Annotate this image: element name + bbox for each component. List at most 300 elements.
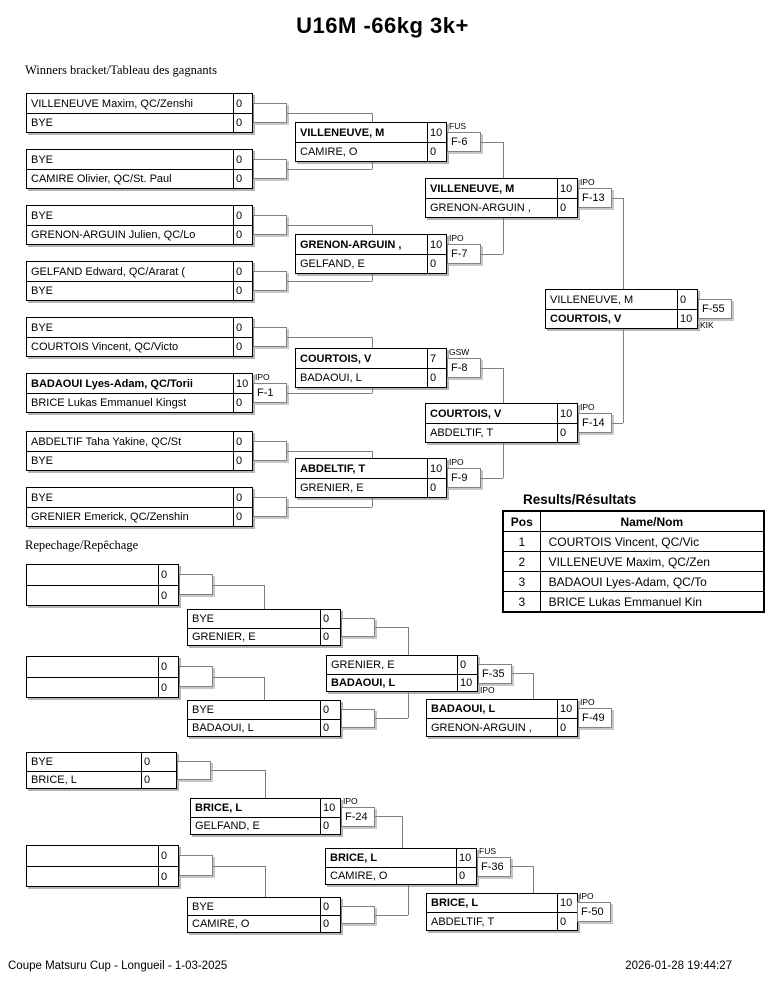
match-number-box: F-24 bbox=[341, 807, 375, 827]
competitor-name: VILLENEUVE, M bbox=[300, 126, 385, 139]
competitor-name: GELFAND Edward, QC/Ararat ( bbox=[31, 265, 186, 278]
competitor-name: VILLENEUVE, M bbox=[430, 182, 515, 195]
competitor-row bbox=[426, 179, 577, 198]
score-cell: 0 bbox=[233, 432, 252, 451]
score-cell: 0 bbox=[557, 199, 577, 217]
score-cell: 0 bbox=[233, 150, 252, 169]
bracket-line bbox=[612, 423, 623, 424]
match-number-box: F-7 bbox=[447, 244, 481, 264]
match-number-box: F-49 bbox=[578, 708, 612, 728]
score-cell: 0 bbox=[456, 868, 476, 885]
match-box bbox=[26, 373, 253, 413]
competitor-row bbox=[27, 565, 178, 585]
bracket-line bbox=[503, 368, 504, 403]
match-number-box: F-8 bbox=[447, 358, 481, 378]
bracket-line bbox=[287, 281, 372, 282]
match-box bbox=[326, 655, 478, 692]
result-name: VILLENEUVE Maxim, QC/Zen bbox=[540, 552, 764, 572]
competitor-row bbox=[27, 451, 252, 470]
match-number-box: F-55 bbox=[698, 299, 732, 319]
score-cell: 10 bbox=[233, 374, 252, 393]
score-cell: 0 bbox=[158, 657, 178, 677]
bracket-line bbox=[287, 393, 372, 394]
bracket-line bbox=[623, 329, 624, 423]
competitor-row bbox=[27, 488, 252, 507]
bracket-connector bbox=[179, 666, 213, 687]
score-cell: 10 bbox=[427, 459, 446, 478]
bracket-connector bbox=[253, 441, 287, 461]
score-cell: 0 bbox=[427, 479, 446, 497]
bracket-line bbox=[533, 673, 534, 699]
score-cell: 0 bbox=[233, 394, 252, 412]
match-result-type: IPO bbox=[580, 177, 595, 187]
bracket-line bbox=[372, 162, 373, 169]
competitor-name: ABDELTIF, T bbox=[300, 462, 366, 475]
competitor-name: CAMIRE, O bbox=[330, 869, 388, 882]
competitor-name: GRENON-ARGUIN , bbox=[300, 238, 402, 251]
score-cell: 0 bbox=[427, 143, 446, 161]
match-box bbox=[26, 149, 253, 189]
score-cell: 0 bbox=[233, 282, 252, 300]
competitor-name: ABDELTIF Taha Yakine, QC/St bbox=[31, 435, 182, 448]
bracket-line bbox=[211, 770, 265, 771]
competitor-name: CAMIRE, O bbox=[300, 146, 358, 158]
bracket-connector bbox=[179, 574, 213, 595]
competitor-row bbox=[327, 674, 477, 692]
bracket-line bbox=[408, 885, 409, 915]
competitor-name: GRENON-ARGUIN Julien, QC/Lo bbox=[31, 229, 196, 241]
match-result-type: GSW bbox=[449, 347, 470, 357]
result-name: COURTOIS Vincent, QC/Vic bbox=[540, 532, 764, 552]
score-cell: 10 bbox=[457, 675, 477, 692]
match-result-type: IPO bbox=[343, 796, 358, 806]
result-pos: 1 bbox=[503, 532, 540, 552]
score-cell: 0 bbox=[320, 720, 340, 737]
competitor-row bbox=[27, 262, 252, 281]
competitor-row bbox=[296, 142, 446, 161]
score-cell: 10 bbox=[557, 700, 577, 718]
score-cell: 0 bbox=[320, 916, 340, 932]
competitor-name: BRICE Lukas Emmanuel Kingst bbox=[31, 397, 187, 409]
competitor-name: BYE bbox=[31, 455, 54, 467]
competitor-row bbox=[27, 169, 252, 188]
competitor-row bbox=[426, 404, 577, 423]
competitor-row bbox=[296, 235, 446, 254]
match-box bbox=[295, 234, 447, 274]
match-box bbox=[425, 403, 578, 443]
competitor-row bbox=[326, 849, 476, 867]
competitor-name: CAMIRE, O bbox=[192, 918, 250, 930]
results-header-pos: Pos bbox=[503, 511, 540, 532]
score-cell: 0 bbox=[141, 753, 176, 771]
competitor-row bbox=[27, 374, 252, 393]
competitor-row bbox=[326, 867, 476, 885]
match-result-type: IPO bbox=[580, 402, 595, 412]
match-number-box: F-9 bbox=[447, 468, 481, 488]
competitor-name: BYE bbox=[31, 321, 54, 334]
results-header-row bbox=[503, 511, 764, 532]
score-cell: 0 bbox=[233, 206, 252, 225]
score-cell: 0 bbox=[233, 262, 252, 281]
score-cell: 0 bbox=[233, 114, 252, 132]
score-cell: 0 bbox=[557, 424, 577, 442]
winners-bracket-heading: Winners bracket/Tableau des gagnants bbox=[25, 63, 217, 77]
bracket-line bbox=[375, 718, 408, 719]
competitor-name: CAMIRE Olivier, QC/St. Paul bbox=[31, 173, 172, 185]
competitor-name: GELFAND, E bbox=[195, 819, 260, 832]
competitor-row bbox=[27, 113, 252, 132]
competitor-row bbox=[427, 912, 577, 930]
competitor-name: COURTOIS, V bbox=[550, 313, 622, 325]
score-cell: 0 bbox=[233, 94, 252, 113]
competitor-row bbox=[427, 894, 577, 912]
score-cell: 10 bbox=[677, 310, 697, 328]
competitor-row bbox=[27, 337, 252, 356]
competitor-row bbox=[296, 349, 446, 368]
bracket-line bbox=[375, 627, 408, 628]
score-cell: 0 bbox=[158, 678, 178, 697]
score-cell: 0 bbox=[320, 701, 340, 719]
bracket-line bbox=[402, 816, 403, 848]
score-cell: 7 bbox=[427, 349, 446, 368]
bracket-line bbox=[372, 388, 373, 393]
match-result-type: IPO bbox=[255, 372, 270, 382]
score-cell: 0 bbox=[233, 488, 252, 507]
tournament-footer: Coupe Matsuru Cup - Longueil - 1-03-2025 bbox=[8, 960, 228, 972]
match-result-type: IPO bbox=[449, 233, 464, 243]
table-row bbox=[503, 572, 764, 592]
bracket-connector bbox=[253, 215, 287, 235]
score-cell: 10 bbox=[320, 799, 340, 817]
competitor-name bbox=[27, 678, 158, 697]
score-cell: 10 bbox=[557, 894, 577, 912]
bracket-line bbox=[612, 198, 623, 199]
bracket-line bbox=[511, 866, 533, 867]
results-table bbox=[502, 510, 765, 613]
competitor-row bbox=[296, 123, 446, 142]
score-cell: 0 bbox=[320, 629, 340, 646]
competitor-row bbox=[188, 610, 340, 628]
score-cell: 10 bbox=[456, 849, 476, 867]
score-cell: 0 bbox=[233, 338, 252, 356]
bracket-connector bbox=[179, 855, 213, 876]
score-cell: 0 bbox=[320, 898, 340, 915]
competitor-row bbox=[296, 368, 446, 387]
result-pos: 2 bbox=[503, 552, 540, 572]
competitor-name: BRICE, L bbox=[330, 851, 378, 864]
results-header-name: Name/Nom bbox=[540, 511, 764, 532]
bracket-connector bbox=[341, 709, 375, 728]
competitor-row bbox=[27, 866, 178, 886]
match-result-type: IPO bbox=[579, 891, 594, 901]
bracket-line bbox=[287, 169, 372, 170]
competitor-name: ABDELTIF, T bbox=[430, 427, 494, 439]
bracket-line bbox=[287, 225, 372, 226]
match-box bbox=[26, 564, 179, 606]
competitor-name: ABDELTIF, T bbox=[431, 915, 495, 928]
competitor-row bbox=[188, 898, 340, 915]
bracket-line bbox=[287, 113, 372, 114]
timestamp: 2026-01-28 19:44:27 bbox=[625, 960, 732, 972]
results-table-container bbox=[502, 510, 765, 613]
competitor-name: GRENON-ARGUIN , bbox=[430, 202, 531, 214]
competitor-row bbox=[296, 254, 446, 273]
competitor-name: BYE bbox=[192, 900, 215, 913]
competitor-name: BADAOUI, L bbox=[300, 372, 362, 384]
result-name: BRICE Lukas Emmanuel Kin bbox=[540, 592, 764, 613]
competitor-name: GRENIER Emerick, QC/Zenshin bbox=[31, 511, 189, 523]
competitor-row bbox=[27, 318, 252, 337]
competitor-name bbox=[27, 867, 158, 886]
competitor-name: BRICE, L bbox=[31, 773, 77, 786]
score-cell: 0 bbox=[427, 255, 446, 273]
competitor-row bbox=[27, 585, 178, 605]
score-cell: 0 bbox=[557, 719, 577, 736]
competitor-row bbox=[427, 700, 577, 718]
score-cell: 10 bbox=[557, 179, 577, 198]
match-box bbox=[426, 893, 578, 931]
match-box bbox=[26, 317, 253, 357]
match-number-box: F-1 bbox=[253, 383, 287, 403]
bracket-connector bbox=[341, 906, 375, 924]
competitor-row bbox=[27, 771, 176, 789]
bracket-line bbox=[623, 198, 624, 289]
competitor-row bbox=[327, 656, 477, 674]
match-box bbox=[26, 93, 253, 133]
table-row bbox=[503, 552, 764, 572]
match-number-box: F-50 bbox=[577, 902, 611, 922]
match-box bbox=[295, 348, 447, 388]
match-number-box: F-14 bbox=[578, 413, 612, 433]
competitor-name bbox=[27, 586, 158, 605]
competitor-name: GRENON-ARGUIN , bbox=[431, 721, 532, 734]
bracket-connector bbox=[253, 497, 287, 517]
match-number-box: F-35 bbox=[478, 664, 512, 684]
table-row bbox=[503, 532, 764, 552]
bracket-line bbox=[503, 218, 504, 254]
match-box bbox=[26, 752, 177, 789]
match-box bbox=[325, 848, 477, 885]
competitor-row bbox=[27, 225, 252, 244]
bracket-line bbox=[372, 225, 373, 234]
match-result-type: IPO bbox=[480, 685, 495, 695]
bracket-line bbox=[481, 142, 503, 143]
bracket-line bbox=[503, 443, 504, 478]
competitor-row bbox=[296, 459, 446, 478]
score-cell: 0 bbox=[158, 586, 178, 605]
competitor-row bbox=[27, 432, 252, 451]
competitor-name: BYE bbox=[31, 117, 54, 129]
competitor-name: BYE bbox=[31, 491, 54, 504]
match-result-type: KIK bbox=[700, 320, 714, 330]
competitor-row bbox=[27, 281, 252, 300]
bracket-line bbox=[372, 113, 373, 122]
competitor-row bbox=[27, 657, 178, 677]
bracket-line bbox=[372, 451, 373, 458]
score-cell: 0 bbox=[158, 565, 178, 585]
bracket-line bbox=[481, 478, 503, 479]
results-title: Results/Résultats bbox=[523, 492, 637, 507]
result-pos: 3 bbox=[503, 592, 540, 613]
score-cell: 0 bbox=[233, 452, 252, 470]
match-box bbox=[187, 609, 341, 646]
competitor-name: GRENIER, E bbox=[300, 482, 364, 494]
bracket-line bbox=[512, 673, 533, 674]
score-cell: 10 bbox=[427, 123, 446, 142]
competitor-row bbox=[188, 628, 340, 646]
competitor-row bbox=[296, 478, 446, 497]
match-box bbox=[26, 431, 253, 471]
bracket-line bbox=[408, 692, 409, 718]
competitor-row bbox=[191, 817, 340, 835]
competitor-name: BYE bbox=[192, 703, 215, 716]
bracket-line bbox=[213, 866, 265, 867]
bracket-connector bbox=[253, 159, 287, 179]
competitor-name bbox=[27, 846, 158, 866]
competitor-name bbox=[27, 565, 158, 585]
competitor-row bbox=[27, 677, 178, 697]
competitor-name: GELFAND, E bbox=[300, 258, 365, 270]
match-box bbox=[187, 700, 341, 737]
score-cell: 0 bbox=[233, 508, 252, 526]
match-box bbox=[295, 122, 447, 162]
score-cell: 0 bbox=[557, 913, 577, 930]
competitor-row bbox=[426, 423, 577, 442]
competitor-row bbox=[27, 393, 252, 412]
score-cell: 0 bbox=[233, 226, 252, 244]
bracket-connector bbox=[253, 327, 287, 347]
final-match-box bbox=[545, 289, 698, 329]
match-result-type: FUS bbox=[449, 121, 466, 131]
competitor-row bbox=[188, 915, 340, 932]
competitor-name: BRICE, L bbox=[431, 897, 479, 909]
competitor-row bbox=[27, 94, 252, 113]
competitor-name: VILLENEUVE, M bbox=[550, 293, 634, 306]
match-number-box: F-36 bbox=[477, 857, 511, 877]
score-cell: 0 bbox=[677, 290, 697, 309]
competitor-row bbox=[27, 507, 252, 526]
score-cell: 0 bbox=[141, 772, 176, 789]
competitor-name: BADAOUI Lyes-Adam, QC/Torii bbox=[31, 377, 193, 390]
bracket-connector bbox=[177, 761, 211, 780]
match-box bbox=[26, 261, 253, 301]
competitor-row bbox=[426, 198, 577, 217]
bracket-connector bbox=[253, 271, 287, 291]
score-cell: 0 bbox=[233, 318, 252, 337]
bracket-line bbox=[265, 866, 266, 897]
match-result-type: IPO bbox=[580, 697, 595, 707]
competitor-row bbox=[27, 846, 178, 866]
bracket-line bbox=[372, 498, 373, 507]
score-cell: 0 bbox=[233, 170, 252, 188]
competitor-name: BYE bbox=[31, 285, 54, 297]
bracket-line bbox=[372, 274, 373, 281]
competitor-name: COURTOIS, V bbox=[430, 407, 502, 420]
competitor-name: GRENIER, E bbox=[331, 658, 395, 671]
match-box bbox=[425, 178, 578, 218]
competitor-row bbox=[27, 150, 252, 169]
match-box bbox=[26, 205, 253, 245]
score-cell: 0 bbox=[427, 369, 446, 387]
competitor-row bbox=[546, 309, 697, 328]
score-cell: 0 bbox=[158, 867, 178, 886]
score-cell: 0 bbox=[320, 610, 340, 628]
bracket-line bbox=[408, 627, 409, 655]
page-title: U16M -66kg 3k+ bbox=[296, 13, 469, 38]
match-number-box: F-13 bbox=[578, 188, 612, 208]
competitor-name: BYE bbox=[31, 209, 54, 222]
bracket-line bbox=[287, 337, 372, 338]
bracket-line bbox=[265, 770, 266, 798]
bracket-line bbox=[533, 866, 534, 893]
bracket-line bbox=[213, 585, 264, 586]
match-box bbox=[26, 487, 253, 527]
repechage-heading: Repechage/Repêchage bbox=[25, 538, 139, 552]
competitor-name: GRENIER, E bbox=[192, 630, 256, 643]
match-result-type: FUS bbox=[479, 846, 496, 856]
match-box bbox=[295, 458, 447, 498]
competitor-row bbox=[27, 753, 176, 771]
competitor-row bbox=[27, 206, 252, 225]
match-number-box: F-6 bbox=[447, 132, 481, 152]
bracket-line bbox=[375, 915, 408, 916]
score-cell: 0 bbox=[320, 818, 340, 835]
match-result-type: IPO bbox=[449, 457, 464, 467]
match-box bbox=[187, 897, 341, 933]
competitor-row bbox=[427, 718, 577, 736]
bracket-line bbox=[264, 585, 265, 609]
competitor-name: BYE bbox=[31, 153, 54, 166]
score-cell: 10 bbox=[427, 235, 446, 254]
match-box bbox=[26, 845, 179, 887]
competitor-name: BADAOUI, L bbox=[192, 721, 254, 734]
competitor-name: COURTOIS, V bbox=[300, 352, 372, 365]
competitor-name: BADAOUI, L bbox=[431, 703, 496, 715]
competitor-name: VILLENEUVE Maxim, QC/Zenshi bbox=[31, 97, 193, 110]
competitor-row bbox=[188, 701, 340, 719]
competitor-row bbox=[546, 290, 697, 309]
score-cell: 10 bbox=[557, 404, 577, 423]
competitor-name: BADAOUI, L bbox=[331, 676, 396, 689]
match-box bbox=[26, 656, 179, 698]
bracket-line bbox=[264, 677, 265, 700]
bracket-line bbox=[213, 677, 264, 678]
competitor-name bbox=[27, 657, 158, 677]
bracket-line bbox=[503, 142, 504, 178]
bracket-line bbox=[481, 254, 503, 255]
competitor-name: BYE bbox=[192, 612, 215, 625]
bracket-line bbox=[287, 507, 372, 508]
score-cell: 0 bbox=[158, 846, 178, 866]
bracket-line bbox=[287, 451, 372, 452]
match-box bbox=[190, 798, 341, 835]
competitor-row bbox=[191, 799, 340, 817]
competitor-row bbox=[188, 719, 340, 737]
bracket-line bbox=[372, 337, 373, 348]
result-name: BADAOUI Lyes-Adam, QC/To bbox=[540, 572, 764, 592]
score-cell: 0 bbox=[457, 656, 477, 674]
competitor-name: BRICE, L bbox=[195, 801, 243, 814]
table-row bbox=[503, 592, 764, 613]
bracket-line bbox=[375, 816, 402, 817]
bracket-connector bbox=[253, 103, 287, 123]
competitor-name: BYE bbox=[31, 755, 54, 768]
bracket-line bbox=[481, 368, 503, 369]
bracket-connector bbox=[341, 618, 375, 637]
result-pos: 3 bbox=[503, 572, 540, 592]
competitor-name: COURTOIS Vincent, QC/Victo bbox=[31, 341, 179, 353]
match-box bbox=[426, 699, 578, 737]
